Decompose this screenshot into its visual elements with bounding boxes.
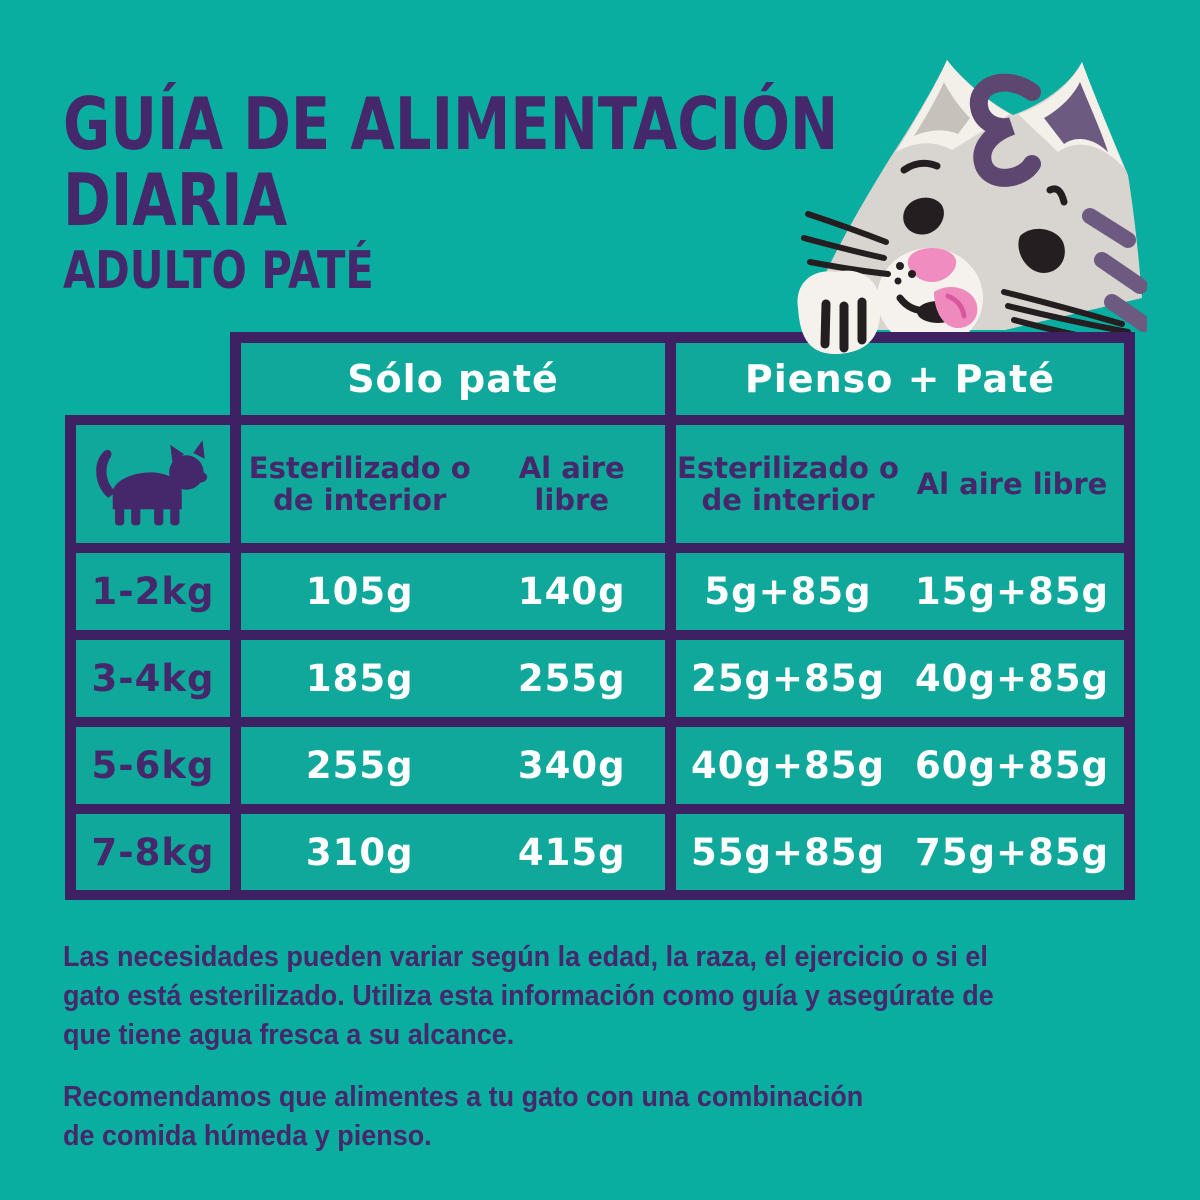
col-header-esterilizado: Esterilizado o de interior [677, 450, 899, 517]
cat-paw [797, 271, 880, 354]
col-header-al-aire-libre: Al aire libre [518, 450, 625, 517]
weight-column-header-cell [76, 425, 230, 543]
group-header-pienso-pate: Pienso + Paté [676, 343, 1124, 415]
table-row-cell [676, 814, 1124, 890]
feeding-value: 25g+85g [691, 657, 885, 700]
footer-line: de comida húmeda y pienso. [63, 1120, 432, 1152]
feeding-value: 340g [517, 744, 626, 787]
col-header-esterilizado: Esterilizado o de interior [248, 450, 471, 517]
feeding-value: 60g+85g [915, 744, 1109, 787]
feeding-value: 255g [517, 657, 626, 700]
group-header-solo-pate: Sólo paté [241, 343, 665, 415]
feeding-value: 40g+85g [915, 657, 1109, 700]
footer-note-recommendation [63, 1078, 863, 1156]
table-row-cell [676, 727, 1124, 804]
feeding-value: 185g [305, 657, 414, 700]
cat-silhouette-icon [89, 438, 217, 530]
feeding-value: 75g+85g [915, 830, 1109, 874]
footer-line: que tiene agua fresca a su alcance. [63, 1019, 515, 1051]
feeding-value: 415g [517, 830, 626, 874]
page-subtitle: ADULTO PATÉ [63, 241, 374, 301]
footer-line: Las necesidades pueden variar según la edad, la raza, el ejercicio o si el [63, 941, 988, 973]
sub-header-cell-solo [241, 425, 665, 543]
feeding-value: 55g+85g [691, 830, 885, 874]
table-row-cell [241, 814, 665, 890]
weight-label: 7-8kg [76, 814, 230, 890]
feeding-value: 140g [517, 570, 626, 613]
weight-label: 5-6kg [76, 727, 230, 804]
feeding-value: 15g+85g [915, 570, 1109, 613]
feeding-value: 105g [305, 570, 414, 613]
feeding-value: 255g [305, 744, 414, 787]
title-line-2: DIARIA [63, 158, 288, 242]
page-title [63, 82, 839, 242]
table-row-cell [241, 553, 665, 630]
title-line-1: GUÍA DE ALIMENTACIÓN [63, 82, 839, 166]
table-row-cell [676, 640, 1124, 717]
cat-mascot-illustration [792, 40, 1147, 360]
feeding-value: 310g [305, 830, 414, 874]
weight-label: 1-2kg [76, 553, 230, 630]
footer-line: gato está esterilizado. Utiliza esta información como guía y asegúrate de [63, 980, 994, 1012]
table-row-cell [676, 553, 1124, 630]
col-header-al-aire-libre: Al aire libre [916, 466, 1108, 501]
sub-header-cell-pienso [676, 425, 1124, 543]
footer-line: Recomendamos que alimentes a tu gato con una combinación [63, 1081, 864, 1113]
feeding-value: 40g+85g [691, 744, 885, 787]
table-row-cell [241, 727, 665, 804]
feeding-table [65, 332, 1135, 900]
weight-label: 3-4kg [76, 640, 230, 717]
footer-note-variability [63, 938, 994, 1055]
table-row-cell [241, 640, 665, 717]
feeding-value: 5g+85g [704, 570, 872, 613]
